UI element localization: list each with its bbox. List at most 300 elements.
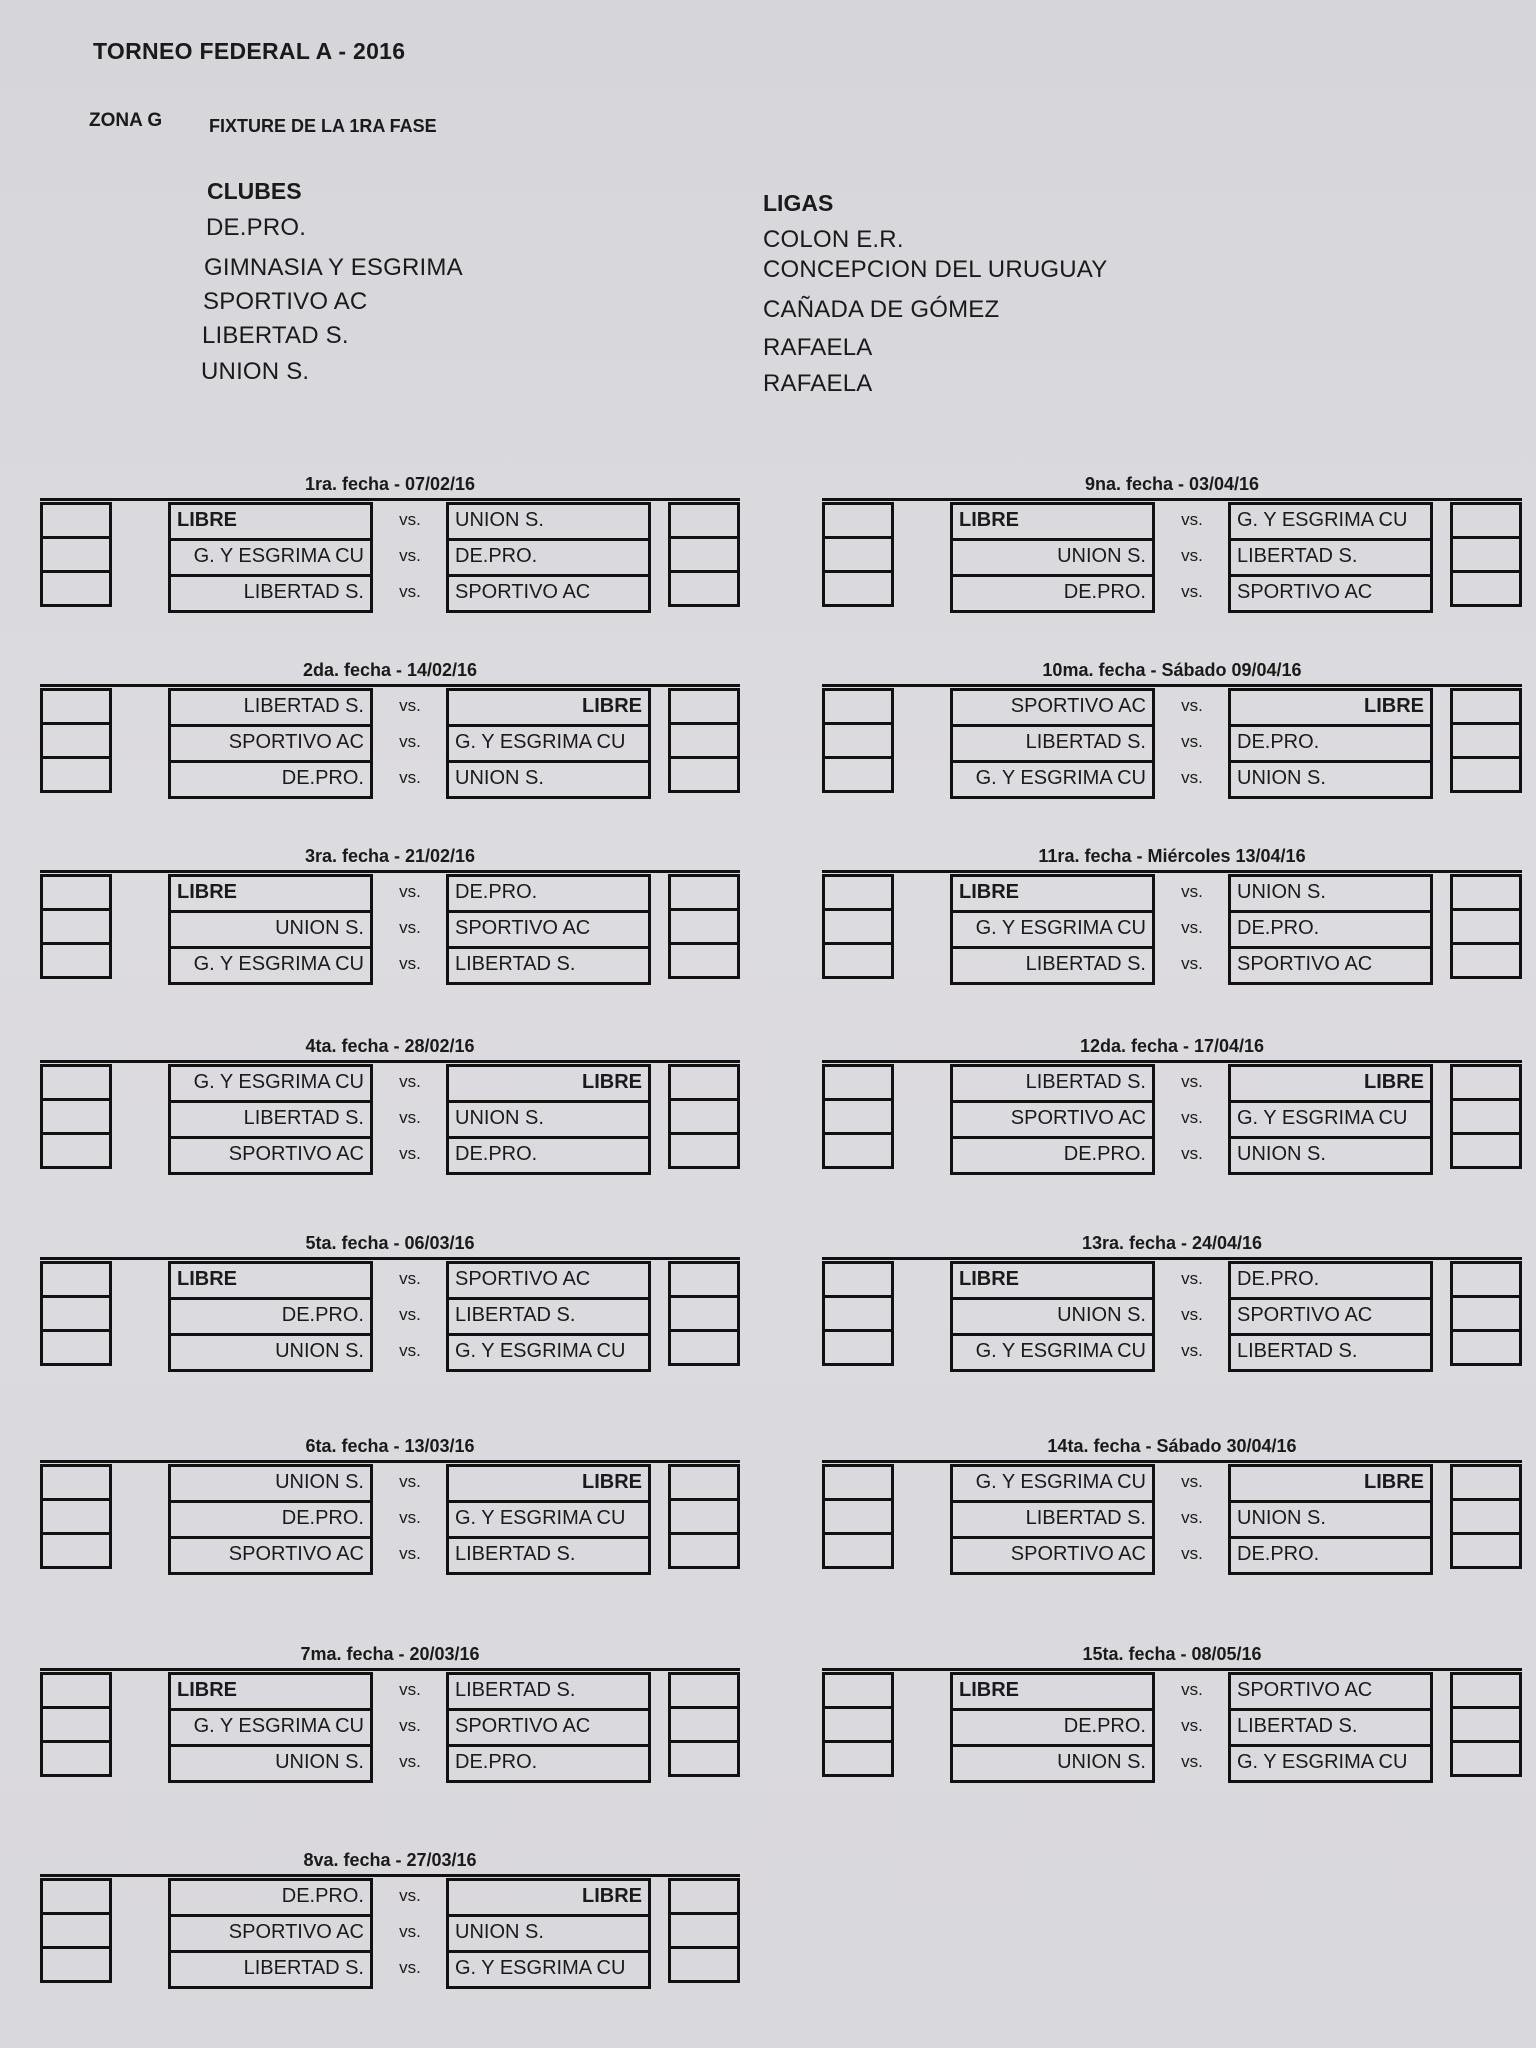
home-team: UNION S. xyxy=(168,1464,373,1500)
score-box xyxy=(668,502,740,536)
home-teams xyxy=(950,1261,1155,1372)
vs-column xyxy=(374,1878,446,1986)
score-box xyxy=(40,1098,112,1132)
vs-label: vs. xyxy=(1181,918,1203,937)
score-box xyxy=(1450,1706,1522,1740)
vs-label: vs. xyxy=(399,882,421,901)
away-team: LIBERTAD S. xyxy=(446,946,651,985)
vs-column xyxy=(374,1672,446,1780)
vs-label: vs. xyxy=(399,1958,421,1977)
score-boxes-left xyxy=(822,874,894,982)
away-team: SPORTIVO AC xyxy=(446,1708,651,1744)
score-box xyxy=(822,1706,894,1740)
home-teams xyxy=(950,1064,1155,1175)
score-box xyxy=(822,1740,894,1777)
fecha-block xyxy=(40,1036,740,1168)
home-team: DE.PRO. xyxy=(168,1878,373,1914)
score-box xyxy=(822,1464,894,1498)
home-team: LIBERTAD S. xyxy=(168,1950,373,1989)
vs-label: vs. xyxy=(399,1716,421,1735)
vs-label: vs. xyxy=(399,1508,421,1527)
score-box xyxy=(668,1706,740,1740)
vs-column xyxy=(374,874,446,982)
vs-label: vs. xyxy=(399,732,421,751)
score-box xyxy=(822,1261,894,1295)
score-box xyxy=(822,1295,894,1329)
vs-label: vs. xyxy=(399,510,421,529)
score-box xyxy=(822,1064,894,1098)
divider xyxy=(822,684,1522,687)
home-team: SPORTIVO AC xyxy=(950,688,1155,724)
score-box xyxy=(668,942,740,979)
home-team: SPORTIVO AC xyxy=(168,1136,373,1175)
vs-label: vs. xyxy=(399,696,421,715)
away-team: G. Y ESGRIMA CU xyxy=(446,1333,651,1372)
score-boxes-left xyxy=(40,1672,112,1780)
away-teams xyxy=(1228,1261,1433,1372)
vs-label: vs. xyxy=(1181,1752,1203,1771)
page-title: TORNEO FEDERAL A - 2016 xyxy=(93,38,406,64)
score-box xyxy=(40,722,112,756)
away-team: LIBRE xyxy=(446,1878,651,1914)
score-box xyxy=(1450,874,1522,908)
score-boxes-right xyxy=(668,502,740,610)
vs-label: vs. xyxy=(1181,1072,1203,1091)
score-box xyxy=(668,1946,740,1983)
score-boxes-left xyxy=(40,1464,112,1572)
score-box xyxy=(1450,1532,1522,1569)
away-team: LIBRE xyxy=(1228,1064,1433,1100)
fecha-block xyxy=(822,1036,1522,1168)
away-team: LIBRE xyxy=(446,1464,651,1500)
fecha-title: 5ta. fecha - 06/03/16 xyxy=(305,1233,475,1253)
home-team: UNION S. xyxy=(168,1333,373,1372)
vs-label: vs. xyxy=(1181,1305,1203,1324)
score-box xyxy=(822,722,894,756)
away-team: SPORTIVO AC xyxy=(1228,574,1433,613)
fecha-block xyxy=(822,474,1522,606)
score-box xyxy=(668,1295,740,1329)
vs-label: vs. xyxy=(399,1922,421,1941)
score-boxes-right xyxy=(1450,502,1522,610)
vs-column xyxy=(374,1464,446,1572)
home-teams xyxy=(950,1464,1155,1575)
fecha-title: 14ta. fecha - Sábado 30/04/16 xyxy=(1047,1436,1297,1456)
score-box xyxy=(40,874,112,908)
vs-label: vs. xyxy=(1181,1472,1203,1491)
away-team: G. Y ESGRIMA CU xyxy=(446,1500,651,1536)
score-boxes-right xyxy=(668,1064,740,1172)
home-team: LIBRE xyxy=(168,874,373,910)
score-boxes-right xyxy=(1450,1464,1522,1572)
fecha-block xyxy=(822,1233,1522,1365)
vs-column xyxy=(374,688,446,796)
away-teams xyxy=(1228,1464,1433,1575)
liga-item: CONCEPCION DEL URUGUAY xyxy=(763,256,1108,283)
fecha-title: 1ra. fecha - 07/02/16 xyxy=(304,474,476,494)
score-box xyxy=(40,1498,112,1532)
score-box xyxy=(668,756,740,793)
away-team: UNION S. xyxy=(446,502,651,538)
score-box xyxy=(668,1098,740,1132)
vs-label: vs. xyxy=(399,918,421,937)
score-box xyxy=(668,1740,740,1777)
vs-label: vs. xyxy=(399,1108,421,1127)
away-team: DE.PRO. xyxy=(1228,1536,1433,1575)
home-team: LIBRE xyxy=(950,502,1155,538)
divider xyxy=(40,1060,740,1063)
divider xyxy=(822,870,1522,873)
away-teams xyxy=(446,874,651,985)
fecha-block xyxy=(822,660,1522,792)
fecha-title: 11ra. fecha - Miércoles 13/04/16 xyxy=(1038,846,1306,866)
ligas-header: LIGAS xyxy=(763,190,834,216)
home-team: UNION S. xyxy=(950,1297,1155,1333)
score-boxes-right xyxy=(1450,1261,1522,1369)
score-box xyxy=(668,1498,740,1532)
home-team: SPORTIVO AC xyxy=(950,1536,1155,1575)
home-teams xyxy=(168,502,373,613)
away-teams xyxy=(1228,688,1433,799)
vs-column xyxy=(1156,1464,1228,1572)
liga-item: RAFAELA xyxy=(763,370,873,397)
score-box xyxy=(40,1295,112,1329)
away-teams xyxy=(1228,1672,1433,1783)
away-team: DE.PRO. xyxy=(1228,910,1433,946)
score-box xyxy=(40,1329,112,1366)
vs-label: vs. xyxy=(1181,510,1203,529)
home-team: SPORTIVO AC xyxy=(950,1100,1155,1136)
score-boxes-right xyxy=(668,874,740,982)
score-box xyxy=(40,1878,112,1912)
vs-column xyxy=(1156,1261,1228,1369)
fecha-block xyxy=(822,1436,1522,1568)
vs-label: vs. xyxy=(399,768,421,787)
score-box xyxy=(822,1498,894,1532)
home-team: LIBERTAD S. xyxy=(950,946,1155,985)
score-boxes-right xyxy=(668,1464,740,1572)
away-team: SPORTIVO AC xyxy=(446,1261,651,1297)
away-team: UNION S. xyxy=(1228,760,1433,799)
vs-label: vs. xyxy=(1181,768,1203,787)
vs-label: vs. xyxy=(399,546,421,565)
fecha-title: 2da. fecha - 14/02/16 xyxy=(302,660,478,680)
home-team: G. Y ESGRIMA CU xyxy=(168,1708,373,1744)
away-team: SPORTIVO AC xyxy=(446,910,651,946)
fecha-block xyxy=(40,846,740,978)
score-boxes-left xyxy=(822,1064,894,1172)
score-box xyxy=(822,908,894,942)
score-boxes-left xyxy=(822,1261,894,1369)
home-teams xyxy=(168,1878,373,1989)
away-team: DE.PRO. xyxy=(446,874,651,910)
fixture-subtitle: FIXTURE DE LA 1RA FASE xyxy=(209,116,437,136)
vs-label: vs. xyxy=(1181,582,1203,601)
divider xyxy=(822,1460,1522,1463)
away-team: G. Y ESGRIMA CU xyxy=(446,1950,651,1989)
score-box xyxy=(668,1672,740,1706)
home-team: LIBERTAD S. xyxy=(950,1500,1155,1536)
score-box xyxy=(822,1329,894,1366)
club-item: LIBERTAD S. xyxy=(202,322,349,349)
vs-column xyxy=(374,1261,446,1369)
vs-label: vs. xyxy=(399,1752,421,1771)
vs-label: vs. xyxy=(1181,696,1203,715)
home-team: LIBERTAD S. xyxy=(950,724,1155,760)
score-box xyxy=(668,1878,740,1912)
vs-label: vs. xyxy=(1181,1680,1203,1699)
score-box xyxy=(668,874,740,908)
vs-label: vs. xyxy=(1181,1108,1203,1127)
home-team: SPORTIVO AC xyxy=(168,1914,373,1950)
score-box xyxy=(822,570,894,607)
score-box xyxy=(822,1132,894,1169)
clubes-header: CLUBES xyxy=(207,178,302,204)
score-box xyxy=(1450,942,1522,979)
score-box xyxy=(668,1329,740,1366)
away-team: SPORTIVO AC xyxy=(1228,1297,1433,1333)
vs-label: vs. xyxy=(1181,954,1203,973)
away-teams xyxy=(446,1878,651,1989)
score-box xyxy=(668,688,740,722)
zone-label: ZONA G xyxy=(89,110,163,131)
liga-item: COLON E.R. xyxy=(763,226,904,253)
vs-label: vs. xyxy=(399,1144,421,1163)
fecha-block xyxy=(40,1644,740,1776)
fecha-title: 3ra. fecha - 21/02/16 xyxy=(304,846,476,866)
score-box xyxy=(40,570,112,607)
fecha-title: 4ta. fecha - 28/02/16 xyxy=(305,1036,475,1056)
vs-column xyxy=(1156,502,1228,610)
fecha-title: 15ta. fecha - 08/05/16 xyxy=(1082,1644,1262,1664)
home-team: G. Y ESGRIMA CU xyxy=(950,1333,1155,1372)
fecha-title: 7ma. fecha - 20/03/16 xyxy=(300,1644,480,1664)
fecha-title: 10ma. fecha - Sábado 09/04/16 xyxy=(1042,660,1302,680)
score-box xyxy=(40,1740,112,1777)
vs-label: vs. xyxy=(399,582,421,601)
home-team: LIBERTAD S. xyxy=(950,1064,1155,1100)
score-boxes-right xyxy=(1450,1064,1522,1172)
score-box xyxy=(1450,908,1522,942)
home-team: UNION S. xyxy=(950,538,1155,574)
score-box xyxy=(822,536,894,570)
away-team: DE.PRO. xyxy=(446,1744,651,1783)
vs-label: vs. xyxy=(1181,882,1203,901)
score-box xyxy=(40,1946,112,1983)
liga-item: CAÑADA DE GÓMEZ xyxy=(763,296,1000,323)
score-box xyxy=(40,756,112,793)
vs-label: vs. xyxy=(399,1269,421,1288)
home-team: G. Y ESGRIMA CU xyxy=(950,910,1155,946)
home-teams xyxy=(168,1064,373,1175)
home-team: G. Y ESGRIMA CU xyxy=(950,1464,1155,1500)
score-box xyxy=(40,1064,112,1098)
home-teams xyxy=(950,502,1155,613)
vs-label: vs. xyxy=(1181,546,1203,565)
score-box xyxy=(40,1672,112,1706)
away-team: LIBERTAD S. xyxy=(446,1536,651,1575)
fecha-block xyxy=(40,1233,740,1365)
vs-label: vs. xyxy=(1181,1144,1203,1163)
score-box xyxy=(40,1464,112,1498)
score-box xyxy=(1450,1329,1522,1366)
away-team: LIBERTAD S. xyxy=(1228,1333,1433,1372)
away-team: UNION S. xyxy=(446,760,651,799)
away-teams xyxy=(446,1672,651,1783)
home-team: DE.PRO. xyxy=(950,574,1155,613)
score-box xyxy=(668,908,740,942)
score-box xyxy=(1450,536,1522,570)
score-box xyxy=(40,1532,112,1569)
home-team: G. Y ESGRIMA CU xyxy=(168,538,373,574)
away-teams xyxy=(1228,502,1433,613)
score-box xyxy=(822,688,894,722)
fecha-title: 9na. fecha - 03/04/16 xyxy=(1084,474,1260,494)
score-box xyxy=(822,756,894,793)
score-boxes-left xyxy=(40,1878,112,1986)
score-boxes-right xyxy=(668,688,740,796)
vs-label: vs. xyxy=(399,1680,421,1699)
score-box xyxy=(40,688,112,722)
score-boxes-left xyxy=(40,874,112,982)
home-team: SPORTIVO AC xyxy=(168,724,373,760)
home-team: G. Y ESGRIMA CU xyxy=(950,760,1155,799)
away-team: LIBRE xyxy=(1228,688,1433,724)
divider xyxy=(822,1668,1522,1671)
away-teams xyxy=(446,502,651,613)
home-team: DE.PRO. xyxy=(950,1708,1155,1744)
home-team: UNION S. xyxy=(168,910,373,946)
score-boxes-left xyxy=(40,688,112,796)
score-boxes-right xyxy=(668,1261,740,1369)
away-team: DE.PRO. xyxy=(446,1136,651,1175)
away-teams xyxy=(446,1261,651,1372)
score-box xyxy=(822,1098,894,1132)
away-teams xyxy=(1228,874,1433,985)
score-box xyxy=(822,1672,894,1706)
score-box xyxy=(1450,1672,1522,1706)
score-box xyxy=(1450,1498,1522,1532)
score-boxes-left xyxy=(40,502,112,610)
fecha-title: 13ra. fecha - 24/04/16 xyxy=(1081,1233,1263,1253)
divider xyxy=(822,1257,1522,1260)
score-box xyxy=(40,1132,112,1169)
vs-label: vs. xyxy=(399,1472,421,1491)
divider xyxy=(40,1668,740,1671)
divider xyxy=(40,498,740,501)
vs-label: vs. xyxy=(399,1072,421,1091)
score-box xyxy=(668,722,740,756)
away-team: LIBRE xyxy=(446,1064,651,1100)
fecha-title: 8va. fecha - 27/03/16 xyxy=(303,1850,477,1870)
away-team: SPORTIVO AC xyxy=(1228,946,1433,985)
score-box xyxy=(1450,722,1522,756)
home-team: SPORTIVO AC xyxy=(168,1536,373,1575)
home-team: DE.PRO. xyxy=(950,1136,1155,1175)
home-team: DE.PRO. xyxy=(168,1297,373,1333)
fecha-title: 12da. fecha - 17/04/16 xyxy=(1079,1036,1265,1056)
score-box xyxy=(668,1064,740,1098)
away-team: LIBRE xyxy=(1228,1464,1433,1500)
score-box xyxy=(668,1132,740,1169)
score-boxes-right xyxy=(1450,874,1522,982)
score-box xyxy=(1450,502,1522,536)
away-teams xyxy=(446,1064,651,1175)
away-team: UNION S. xyxy=(1228,1500,1433,1536)
score-box xyxy=(40,502,112,536)
divider xyxy=(40,870,740,873)
vs-label: vs. xyxy=(1181,732,1203,751)
away-team: LIBERTAD S. xyxy=(1228,1708,1433,1744)
fecha-block xyxy=(822,1644,1522,1776)
vs-label: vs. xyxy=(1181,1508,1203,1527)
home-teams xyxy=(168,874,373,985)
home-team: LIBERTAD S. xyxy=(168,1100,373,1136)
away-team: UNION S. xyxy=(1228,874,1433,910)
score-box xyxy=(1450,756,1522,793)
home-team: LIBRE xyxy=(168,1672,373,1708)
vs-column xyxy=(374,502,446,610)
away-teams xyxy=(446,688,651,799)
away-team: LIBERTAD S. xyxy=(446,1672,651,1708)
divider xyxy=(822,498,1522,501)
away-team: DE.PRO. xyxy=(446,538,651,574)
score-box xyxy=(1450,1132,1522,1169)
score-boxes-right xyxy=(1450,1672,1522,1780)
vs-label: vs. xyxy=(399,1341,421,1360)
score-boxes-right xyxy=(1450,688,1522,796)
fecha-block xyxy=(822,846,1522,978)
club-item: UNION S. xyxy=(201,358,310,385)
divider xyxy=(40,684,740,687)
score-boxes-left xyxy=(822,502,894,610)
score-boxes-left xyxy=(822,1672,894,1780)
vs-column xyxy=(374,1064,446,1172)
score-box xyxy=(40,908,112,942)
vs-column xyxy=(1156,1672,1228,1780)
home-teams xyxy=(168,1261,373,1372)
fecha-block xyxy=(40,1850,740,1982)
away-team: LIBERTAD S. xyxy=(446,1297,651,1333)
fecha-block xyxy=(40,660,740,792)
score-box xyxy=(822,502,894,536)
score-boxes-left xyxy=(822,688,894,796)
home-team: LIBRE xyxy=(950,1261,1155,1297)
away-team: SPORTIVO AC xyxy=(446,574,651,613)
fecha-block xyxy=(40,1436,740,1568)
away-team: LIBERTAD S. xyxy=(1228,538,1433,574)
club-item: SPORTIVO AC xyxy=(203,288,368,315)
away-team: G. Y ESGRIMA CU xyxy=(1228,1744,1433,1783)
score-box xyxy=(822,874,894,908)
home-teams xyxy=(168,1672,373,1783)
away-team: G. Y ESGRIMA CU xyxy=(1228,1100,1433,1136)
away-team: SPORTIVO AC xyxy=(1228,1672,1433,1708)
vs-column xyxy=(1156,688,1228,796)
away-team: UNION S. xyxy=(446,1100,651,1136)
fecha-title: 6ta. fecha - 13/03/16 xyxy=(305,1436,475,1456)
score-box xyxy=(1450,1740,1522,1777)
score-box xyxy=(1450,1098,1522,1132)
home-team: DE.PRO. xyxy=(168,760,373,799)
score-box xyxy=(40,942,112,979)
vs-label: vs. xyxy=(399,1544,421,1563)
score-box xyxy=(40,1912,112,1946)
home-teams xyxy=(950,1672,1155,1783)
home-teams xyxy=(950,688,1155,799)
vs-label: vs. xyxy=(399,954,421,973)
home-team: UNION S. xyxy=(950,1744,1155,1783)
